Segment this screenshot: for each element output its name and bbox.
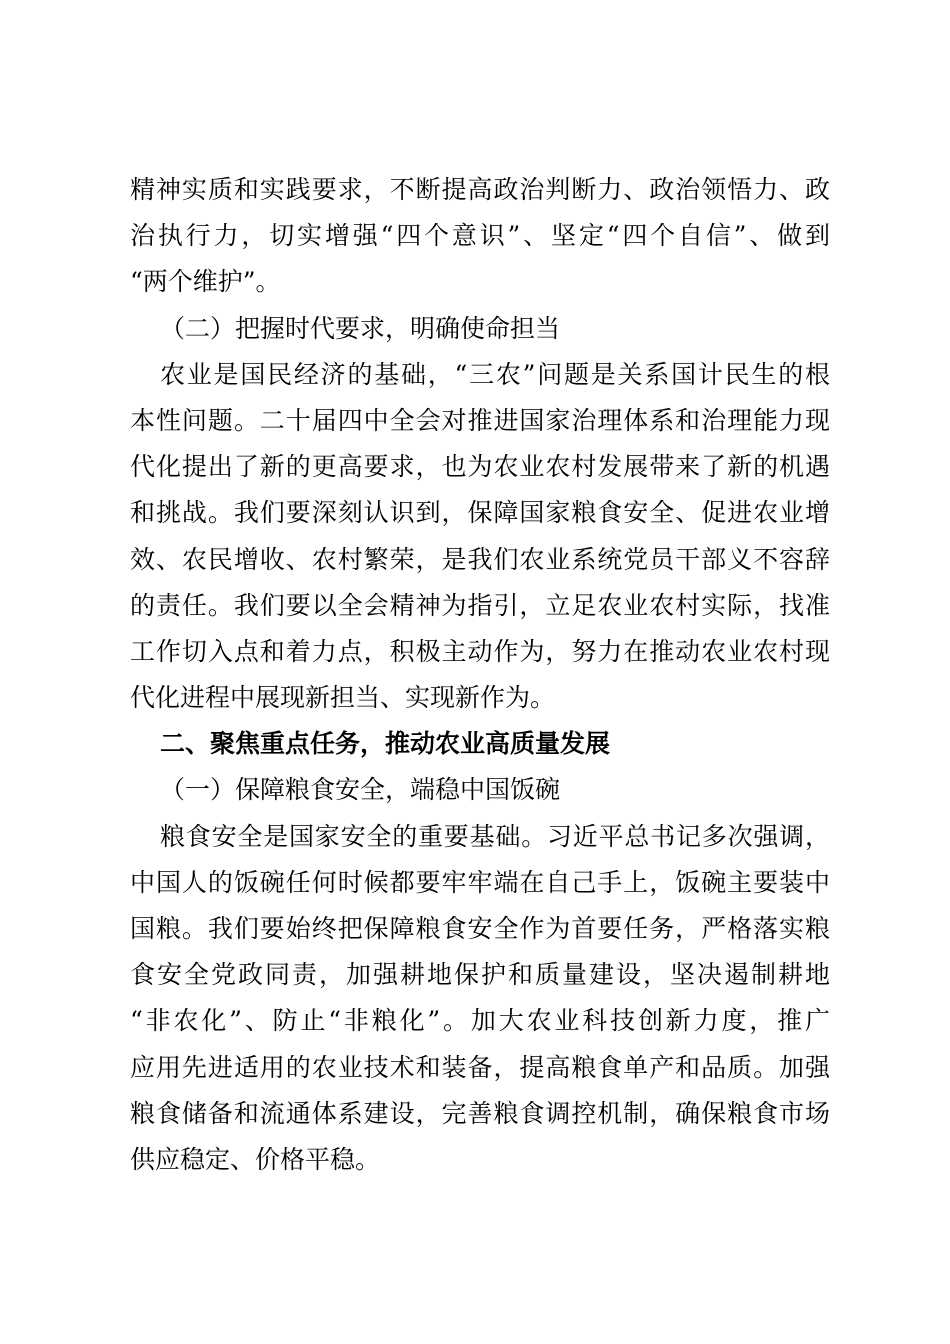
document-page [130,167,830,1183]
paragraph-line: 代化进程中展现新担当、实现新作为。 [130,683,556,713]
paragraph-line: “两个维护”。 [130,267,281,297]
paragraph-line: 食安全党政同责，加强耕地保护和质量建设，坚决遏制耕地 [130,960,830,990]
paragraph-line: 和挑战。我们要深刻认识到，保障国家粮食安全、促进农业增 [130,498,830,528]
paragraph-line: 中国人的饭碗任何时候都要牢牢端在自己手上，饭碗主要装中 [130,867,830,897]
subsection-heading: （二）把握时代要求，明确使命担当 [160,313,561,343]
paragraph-line: “非农化”、防止“非粮化”。加大农业科技创新力度，推广 [130,1006,830,1036]
paragraph-line: 本性问题。二十届四中全会对推进国家治理体系和治理能力现 [130,405,830,435]
paragraph-line: 应用先进适用的农业技术和装备，提高粮食单产和品质。加强 [130,1052,830,1082]
paragraph-line: 治执行力，切实增强“四个意识”、坚定“四个自信”、做到 [130,221,830,251]
paragraph-line: 供应稳定、价格平稳。 [130,1144,381,1174]
paragraph-line: 代化提出了新的更高要求，也为农业农村发展带来了新的机遇 [130,452,830,482]
paragraph-line: 精神实质和实践要求，不断提高政治判断力、政治领悟力、政 [130,175,830,204]
section-heading: 二、聚焦重点任务，推动农业高质量发展 [160,729,611,759]
subsection-heading: （一）保障粮食安全，端稳中国饭碗 [160,775,561,805]
paragraph-line: 国粮。我们要始终把保障粮食安全作为首要任务，严格落实粮 [130,914,830,943]
paragraph-line: 粮食安全是国家安全的重要基础。习近平总书记多次强调， [160,821,830,851]
paragraph-line: 工作切入点和着力点，积极主动作为，努力在推动农业农村现 [130,636,830,666]
paragraph-line: 效、农民增收、农村繁荣，是我们农业系统党员干部义不容辞 [130,544,830,574]
paragraph-line: 的责任。我们要以全会精神为指引，立足农业农村实际，找准 [130,590,830,620]
paragraph-line: 农业是国民经济的基础，“三农”问题是关系国计民生的根 [160,359,830,389]
paragraph-line: 粮食储备和流通体系建设，完善粮食调控机制，确保粮食市场 [130,1098,830,1128]
